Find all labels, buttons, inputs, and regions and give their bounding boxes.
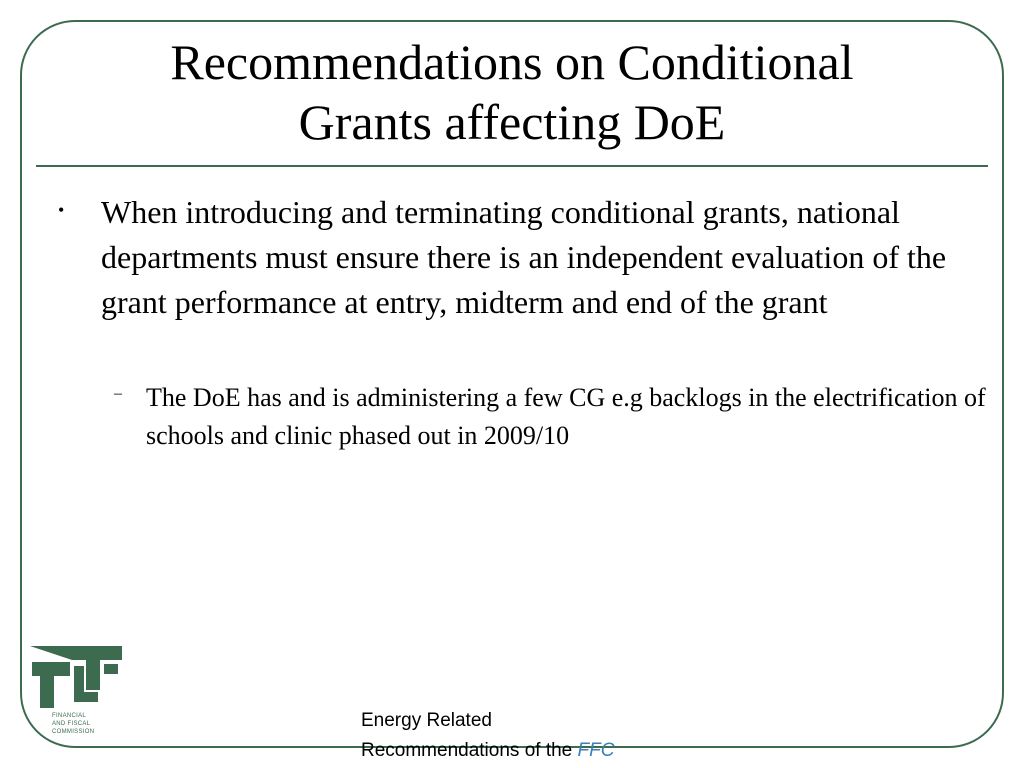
sub-bullet-text: The DoE has and is administering a few CG e.g backlogs in the electrification of schools and clinic phased out in 2009/10 — [146, 383, 986, 450]
footer-line-2-text: Recommendations of the — [361, 740, 573, 761]
footer-line-2 — [361, 736, 681, 766]
slide-footer — [361, 706, 681, 766]
logo-line-2: AND FISCAL — [52, 721, 91, 727]
footer-ffc: FFC — [577, 740, 615, 761]
title-line-1: Recommendations on Conditional — [170, 34, 854, 90]
bullet-marker: • — [58, 200, 65, 220]
slide-title — [40, 32, 984, 152]
footer-line-1: Energy Related — [361, 710, 492, 731]
bullet-text: When introducing and terminating conditional grants, national departments must ensure there is an independent evaluation of the grant performance at entry, midterm and end of the grant — [101, 194, 947, 320]
sub-bullet-marker: – — [114, 385, 122, 402]
logo-line-1: FINANCIAL — [52, 713, 87, 719]
title-line-2: Grants affecting DoE — [298, 94, 726, 150]
logo-line-3: COMMISSION — [52, 729, 95, 735]
title-divider — [36, 165, 988, 167]
logo-text — [52, 712, 112, 736]
